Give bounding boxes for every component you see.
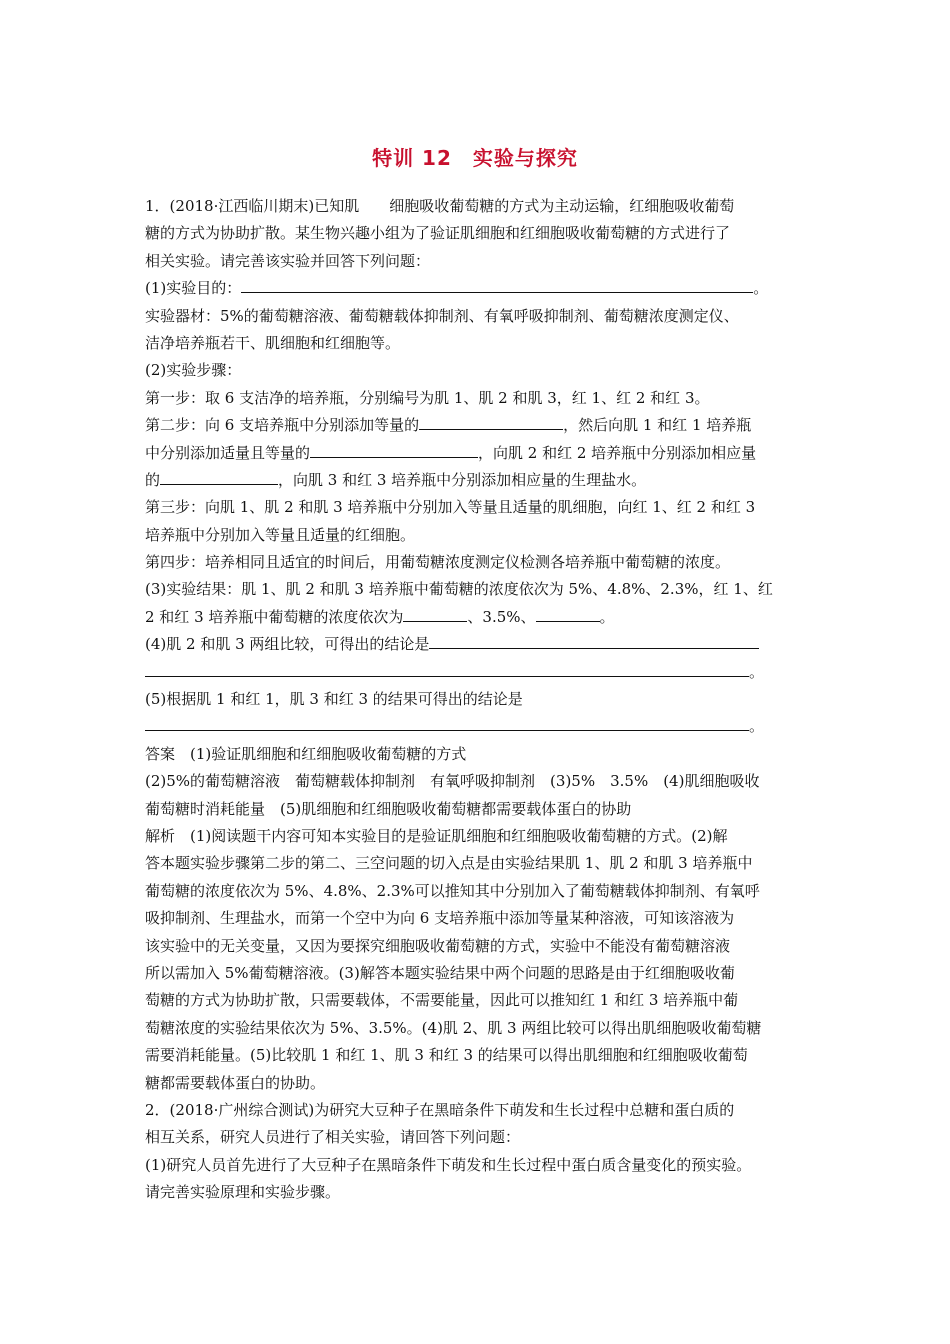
q1-purpose-label: (1)实验目的： <box>145 279 242 298</box>
answer-blank-purpose[interactable] <box>241 275 753 293</box>
answer-line-1: 答案 (1)验证肌细胞和红细胞吸收葡萄糖的方式 <box>145 744 467 763</box>
answer-blank-q4-a[interactable] <box>429 631 759 649</box>
q1-line-15: (3)实验结果：肌 1、肌 2 和肌 3 培养瓶中葡萄糖的浓度依次为 5%、4.8%、2.3%，红 1、红 <box>145 580 773 599</box>
q1-line-18 <box>145 659 815 686</box>
q1-q4-text: (4)肌 2 和肌 3 两组比较，可得出的结论是 <box>145 635 430 654</box>
explanation-line-2: 答本题实验步骤第二步的第二、三空问题的切入点是由实验结果肌 1、肌 2 和肌 3 培养瓶中 <box>145 854 753 873</box>
q1-step2-text: 的 <box>145 470 161 489</box>
q1-line-6: 洁净培养瓶若干、肌细胞和红细胞等。 <box>145 333 401 352</box>
q1-step2-text-cont: ，向肌 3 和红 3 培养瓶中分别添加相应量的生理盐水。 <box>278 470 647 489</box>
q2-line-4: 请完善实验原理和实验步骤。 <box>145 1183 341 1202</box>
period: 。 <box>749 662 765 681</box>
q1-line-5: 实验器材：5%的葡萄糖溶液、葡萄糖载体抑制剂、有氧呼吸抑制剂、葡萄糖浓度测定仪、 <box>145 306 739 325</box>
explanation-line-9: 需要消耗能量。(5)比较肌 1 和红 1、肌 3 和红 3 的结果可以得出肌细胞和红细胞吸收葡萄 <box>145 1046 748 1065</box>
q1-line-19: (5)根据肌 1 和红 1，肌 3 和红 3 的结果可得出的结论是 <box>145 690 523 709</box>
q1-line-1: 1．(2018·江西临川期末)已知肌 细胞吸收葡萄糖的方式为主动运输，红细胞吸收葡萄 <box>145 197 735 215</box>
q1-line-10 <box>145 440 815 467</box>
q1-step2-text-cont: ，向肌 2 和红 2 培养瓶中分别添加相应量 <box>478 443 757 462</box>
q1-line-9 <box>145 412 815 439</box>
q2-line-2: 相互关系，研究人员进行了相关实验，请回答下列问题： <box>145 1128 521 1147</box>
q1-step2-text: 第二步：向 6 支培养瓶中分别添加等量的 <box>145 416 420 435</box>
answer-blank-q5[interactable] <box>145 713 749 731</box>
explanation-line-3: 葡萄糖的浓度依次为 5%、4.8%、2.3%可以推知其中分别加入了葡萄糖载体抑制剂、有氧呼 <box>145 881 760 900</box>
explanation-line-10: 糖都需要载体蛋白的协助。 <box>145 1073 326 1092</box>
answer-blank-result-2[interactable] <box>536 604 600 622</box>
explanation-line-7: 萄糖的方式为协助扩散，只需要载体，不需要能量，因此可以推知红 1 和红 3 培养瓶中葡 <box>145 991 739 1010</box>
answer-blank-step2-2[interactable] <box>310 440 478 458</box>
q1-line-7: (2)实验步骤： <box>145 361 242 380</box>
answer-line-2: (2)5%的葡萄糖溶液 葡萄糖载体抑制剂 有氧呼吸抑制剂 (3)5% 3.5% (4)肌细胞吸收 <box>145 772 760 791</box>
answer-blank-q4-b[interactable] <box>145 659 749 677</box>
document-body <box>145 193 815 1206</box>
q1-line-20 <box>145 713 815 740</box>
answer-blank-step2-3[interactable] <box>160 467 278 485</box>
q1-line-14: 第四步：培养相同且适宜的时间后，用葡萄糖浓度测定仪检测各培养瓶中葡萄糖的浓度。 <box>145 553 731 572</box>
period: 。 <box>753 279 769 298</box>
period: 。 <box>749 717 765 736</box>
explanation-line-5: 该实验中的无关变量，又因为要探究细胞吸收葡萄糖的方式，实验中不能没有葡萄糖溶液 <box>145 936 731 955</box>
q1-line-4 <box>145 275 815 302</box>
q2-line-1: 2．(2018·广州综合测试)为研究大豆种子在黑暗条件下萌发和生长过程中总糖和蛋白质的 <box>145 1100 735 1119</box>
answer-blank-step2-1[interactable] <box>419 412 563 430</box>
explanation-line-4: 吸抑制剂、生理盐水，而第一个空中为向 6 支培养瓶中添加等量某种溶液，可知该溶液为 <box>145 909 735 928</box>
explanation-line-8: 萄糖浓度的实验结果依次为 5%、3.5%。(4)肌 2、肌 3 两组比较可以得出肌细胞吸收葡萄糖 <box>145 1018 762 1037</box>
explanation-line-6: 所以需加入 5%葡萄糖溶液。(3)解答本题实验结果中两个问题的思路是由于红细胞吸收葡 <box>145 963 735 982</box>
q1-line-13: 培养瓶中分别加入等量且适量的红细胞。 <box>145 525 416 544</box>
q1-line-17 <box>145 631 815 658</box>
page-title: 特训 12 实验与探究 <box>372 146 578 170</box>
q1-result-text: 2 和红 3 培养瓶中葡萄糖的浓度依次为 <box>145 607 404 626</box>
q1-line-8: 第一步：取 6 支洁净的培养瓶，分别编号为肌 1、肌 2 和肌 3，红 1、红 2 和红 3。 <box>145 388 710 407</box>
q1-line-11 <box>145 467 815 494</box>
q1-line-16 <box>145 604 815 631</box>
q2-line-3: (1)研究人员首先进行了大豆种子在黑暗条件下萌发和生长过程中蛋白质含量变化的预实验。 <box>145 1155 752 1174</box>
explanation-line-1: 解析 (1)阅读题干内容可知本实验目的是验证肌细胞和红细胞吸收葡萄糖的方式。(2)解 <box>145 826 728 845</box>
q1-step2-text-cont: ，然后向肌 1 和红 1 培养瓶 <box>563 416 752 435</box>
q1-line-3: 相关实验。请完善该实验并回答下列问题： <box>145 251 431 270</box>
period: 。 <box>599 607 615 626</box>
answer-line-3: 葡萄糖时消耗能量 (5)肌细胞和红细胞吸收葡萄糖都需要载体蛋白的协助 <box>145 799 632 818</box>
answer-blank-result-1[interactable] <box>403 604 467 622</box>
q1-result-mid: 、3.5%、 <box>467 607 536 626</box>
q1-line-2: 糖的方式为协助扩散。某生物兴趣小组为了验证肌细胞和红细胞吸收葡萄糖的方式进行了 <box>145 224 731 243</box>
q1-step2-text: 中分别添加适量且等量的 <box>145 443 311 462</box>
q1-line-12: 第三步：向肌 1、肌 2 和肌 3 培养瓶中分别加入等量且适量的肌细胞，向红 1、红 2 和红 3 <box>145 498 756 517</box>
